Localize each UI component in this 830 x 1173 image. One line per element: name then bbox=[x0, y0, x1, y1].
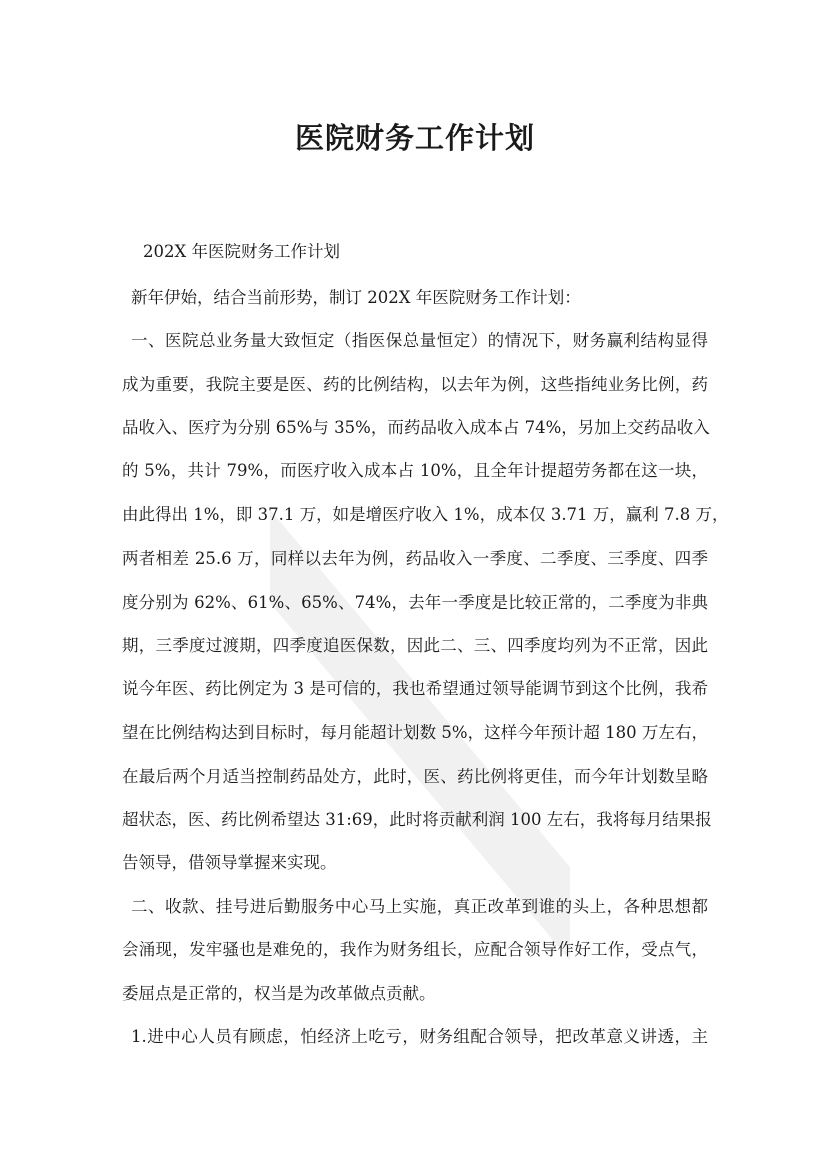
paragraph-line: 由此得出 1%，即 37.1 万，如是增医疗收入 1%，成本仅 3.71 万，赢利 7.8 万， bbox=[122, 505, 729, 524]
paragraph-line: 的 5%，共计 79%，而医疗收入成本占 10%，且全年计提超劳务都在这一块， bbox=[122, 461, 708, 480]
paragraph-line: 期，三季度过渡期，四季度追医保数，因此二、三、四季度均列为不正常，因此 bbox=[122, 636, 708, 655]
paragraph-line: 两者相差 25.6 万，同样以去年为例，药品收入一季度、二季度、三季度、四季 bbox=[122, 549, 708, 568]
paragraph-line: 告领导，借领导掌握来实现。 bbox=[122, 853, 337, 872]
paragraph-line: 在最后两个月适当控制药品处方，此时，医、药比例将更佳，而今年计划数呈略 bbox=[122, 767, 708, 786]
paragraph-line: 望在比例结构达到目标时，每月能超计划数 5%，这样今年预计超 180 万左右， bbox=[122, 723, 708, 742]
paragraph-line: 超状态，医、药比例希望达 31:69，此时将贡献利润 100 左右，我将每月结果报 bbox=[122, 810, 712, 829]
paragraph-line: 会涌现，发牢骚也是难免的，我作为财务组长，应配合领导作好工作，受点气， bbox=[122, 940, 708, 959]
paragraph-line: 委屈点是正常的，权当是为改革做点贡献。 bbox=[122, 984, 436, 1003]
paragraph-line: 说今年医、药比例定为 3 是可信的，我也希望通过领导能调节到这个比例，我希 bbox=[122, 679, 708, 698]
paragraph-line: 成为重要，我院主要是医、药的比例结构，以去年为例，这些指纯业务比例，药 bbox=[122, 375, 708, 394]
paragraph-line: 一、医院总业务量大致恒定（指医保总量恒定）的情况下，财务赢利结构显得 bbox=[131, 331, 708, 350]
paragraph-line: 1.进中心人员有顾虑，怕经济上吃亏，财务组配合领导，把改革意义讲透，主 bbox=[131, 1027, 708, 1046]
document-title: 医院财务工作计划 bbox=[294, 121, 535, 155]
paragraph-line: 品收入、医疗为分别 65%与 35%，而药品收入成本占 74%，另加上交药品收入 bbox=[122, 418, 710, 437]
subtitle-line: 202X 年医院财务工作计划 bbox=[143, 242, 340, 261]
paragraph-line: 二、收款、挂号进后勤服务中心马上实施，真正改革到谁的头上，各种思想都 bbox=[131, 897, 708, 916]
paragraph-line: 度分别为 62%、61%、65%、74%，去年一季度是比较正常的，二季度为非典 bbox=[122, 593, 708, 612]
intro-line: 新年伊始，结合当前形势，制订 202X 年医院财务工作计划： bbox=[131, 288, 581, 307]
